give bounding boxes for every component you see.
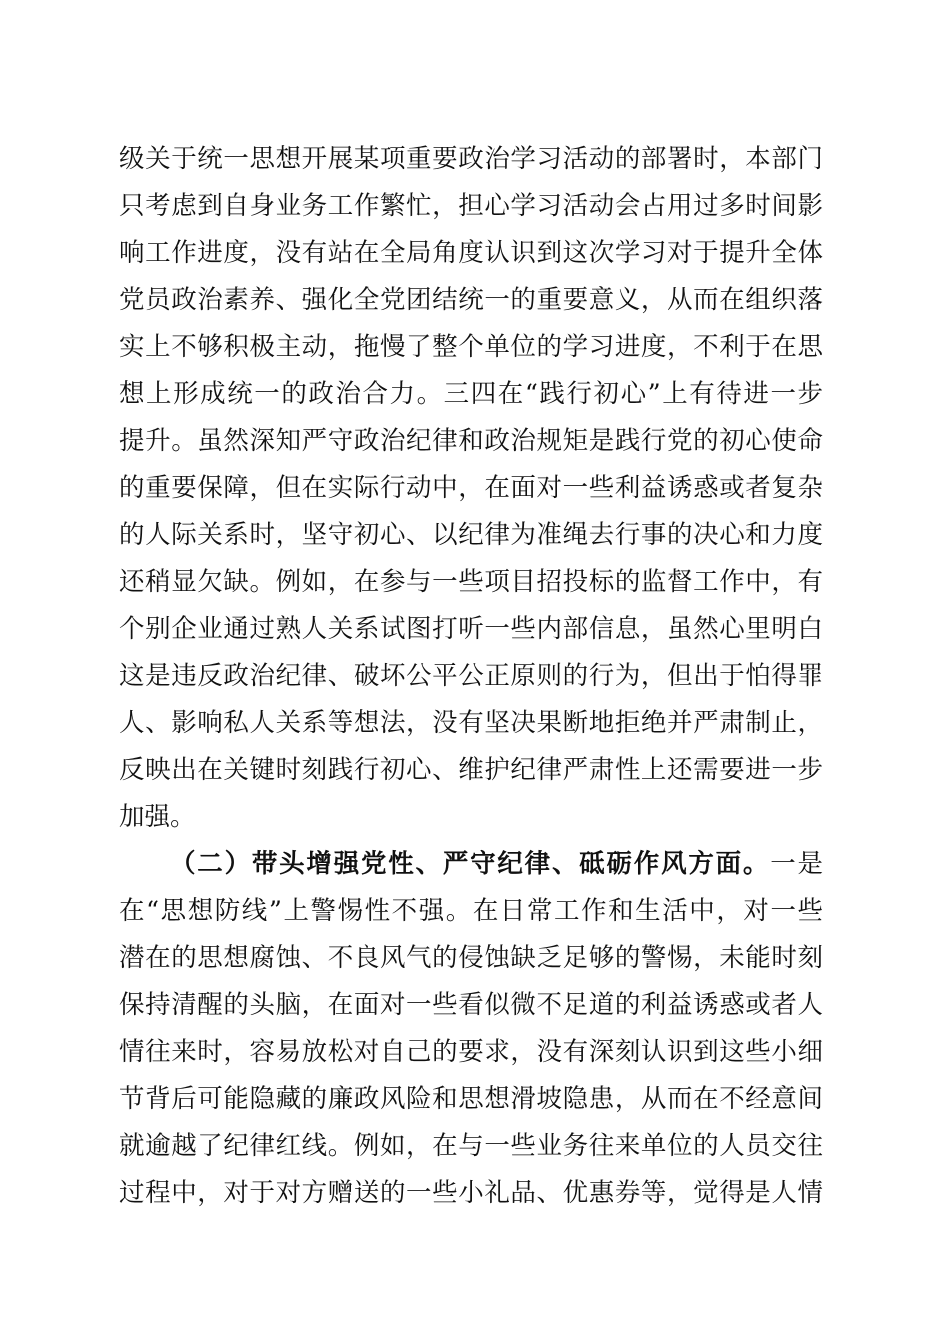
text-line: 人、影响私人关系等想法，没有坚决果断地拒绝并严肃制止， — [119, 708, 823, 738]
text-line: 潜在的思想腐蚀、不良风气的侵蚀缺乏足够的警惕，未能时刻 — [119, 943, 823, 973]
text-line: 级关于统一思想开展某项重要政治学习活动的部署时，本部门 — [119, 144, 823, 174]
text-line: 党员政治素养、强化全党团结统一的重要意义，从而在组织落 — [119, 285, 823, 315]
text-line: 加强。 — [119, 802, 196, 832]
text-line: 保持清醒的头脑，在面对一些看似微不足道的利益诱惑或者人 — [119, 990, 823, 1020]
text-line: 只考虑到自身业务工作繁忙，担心学习活动会占用过多时间影 — [119, 191, 823, 221]
text-line: 的人际关系时，坚守初心、以纪律为准绳去行事的决心和力度 — [119, 520, 823, 550]
text-line: 响工作进度，没有站在全局角度认识到这次学习对于提升全体 — [119, 238, 823, 268]
text-line: 反映出在关键时刻践行初心、维护纪律严肃性上还需要进一步 — [119, 755, 823, 785]
text-line: 过程中，对于对方赠送的一些小礼品、优惠券等，觉得是人情 — [119, 1178, 823, 1208]
body-text — [119, 136, 823, 1217]
text-line: 提升。虽然深知严守政治纪律和政治规矩是践行党的初心使命 — [119, 426, 823, 456]
text-line: 情往来时，容易放松对自己的要求，没有深刻认识到这些小细 — [119, 1037, 823, 1067]
section-heading: （二）带头增强党性、严守纪律、砥砺作风方面。 — [170, 849, 771, 879]
text-line: 还稍显欠缺。例如，在参与一些项目招投标的监督工作中，有 — [119, 567, 823, 597]
text-line: 想上形成统一的政治合力。三四在“践行初心”上有待进一步 — [119, 379, 823, 409]
text-line: 就逾越了纪律红线。例如，在与一些业务往来单位的人员交往 — [119, 1131, 823, 1161]
text-line: 实上不够积极主动，拖慢了整个单位的学习进度，不利于在思 — [119, 332, 823, 362]
section-heading-rest: 一是 — [770, 849, 823, 879]
section-heading-line — [119, 841, 823, 888]
text-line: 节背后可能隐藏的廉政风险和思想滑坡隐患，从而在不经意间 — [119, 1084, 823, 1114]
text-line: 在“思想防线”上警惕性不强。在日常工作和生活中，对一些 — [119, 896, 823, 926]
text-line: 这是违反政治纪律、破坏公平公正原则的行为，但出于怕得罪 — [119, 661, 823, 691]
text-line: 的重要保障，但在实际行动中，在面对一些利益诱惑或者复杂 — [119, 473, 823, 503]
text-line: 个别企业通过熟人关系试图打听一些内部信息，虽然心里明白 — [119, 614, 823, 644]
